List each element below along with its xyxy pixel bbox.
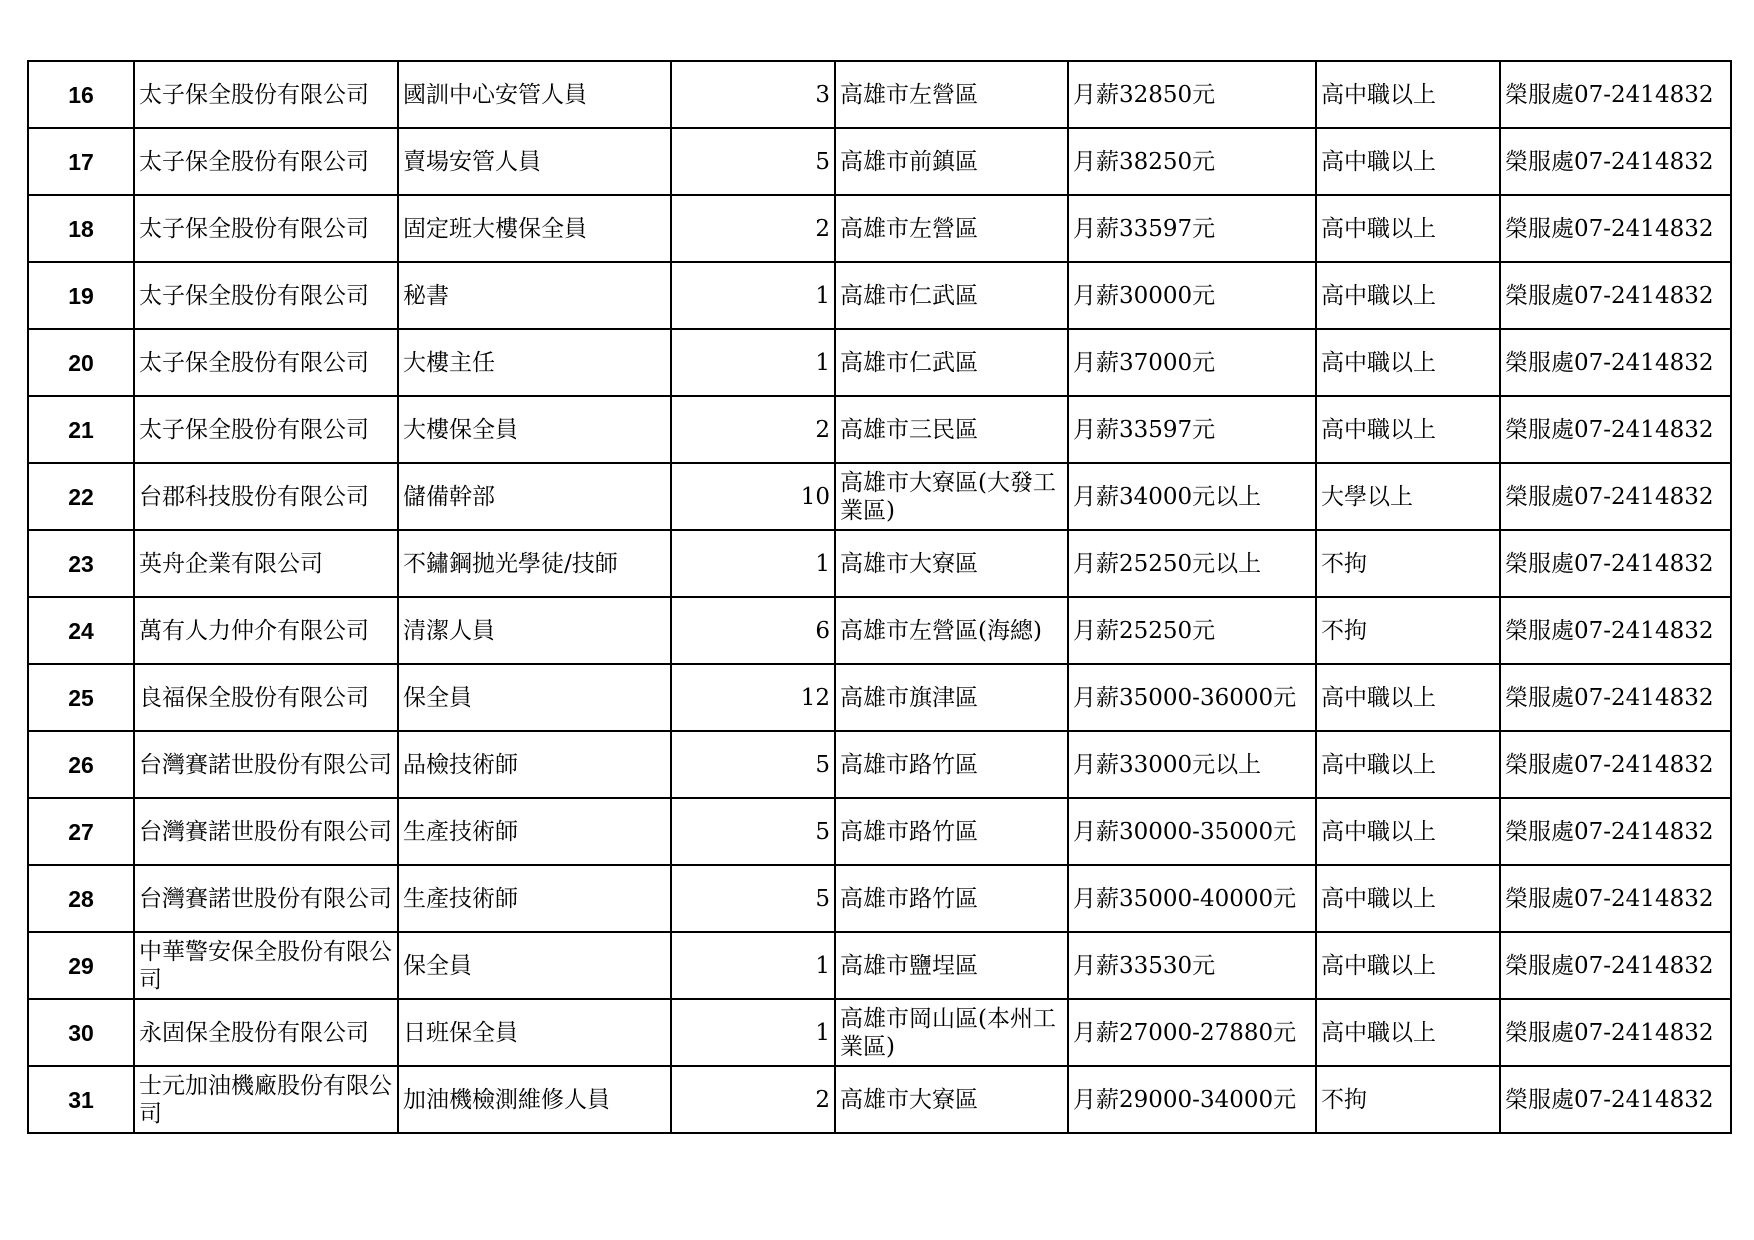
table-row [28, 1066, 1731, 1133]
headcount-cell: 1 [671, 999, 835, 1066]
contact-cell: 榮服處07-2414832 [1500, 530, 1731, 597]
table-row [28, 932, 1731, 999]
salary-cell: 月薪33000元以上 [1068, 731, 1316, 798]
row-number-cell: 25 [28, 664, 134, 731]
location-cell: 高雄市路竹區 [835, 798, 1068, 865]
company-cell: 士元加油機廠股份有限公司 [134, 1066, 398, 1133]
table-row [28, 463, 1731, 530]
salary-cell: 月薪27000-27880元 [1068, 999, 1316, 1066]
position-cell: 日班保全員 [398, 999, 671, 1066]
table-row [28, 597, 1731, 664]
position-cell: 固定班大樓保全員 [398, 195, 671, 262]
contact-cell: 榮服處07-2414832 [1500, 463, 1731, 530]
row-number-cell: 17 [28, 128, 134, 195]
position-cell: 儲備幹部 [398, 463, 671, 530]
row-number-cell: 22 [28, 463, 134, 530]
salary-cell: 月薪37000元 [1068, 329, 1316, 396]
row-number-cell: 21 [28, 396, 134, 463]
education-cell: 高中職以上 [1316, 731, 1500, 798]
education-cell: 高中職以上 [1316, 329, 1500, 396]
salary-cell: 月薪35000-36000元 [1068, 664, 1316, 731]
salary-cell: 月薪33597元 [1068, 396, 1316, 463]
contact-cell: 榮服處07-2414832 [1500, 195, 1731, 262]
headcount-cell: 1 [671, 329, 835, 396]
company-cell: 中華警安保全股份有限公司 [134, 932, 398, 999]
education-cell: 不拘 [1316, 597, 1500, 664]
headcount-cell: 1 [671, 262, 835, 329]
table-row [28, 195, 1731, 262]
headcount-cell: 5 [671, 731, 835, 798]
salary-cell: 月薪35000-40000元 [1068, 865, 1316, 932]
salary-cell: 月薪34000元以上 [1068, 463, 1316, 530]
table-row [28, 664, 1731, 731]
education-cell: 高中職以上 [1316, 128, 1500, 195]
position-cell: 保全員 [398, 932, 671, 999]
education-cell: 高中職以上 [1316, 664, 1500, 731]
contact-cell: 榮服處07-2414832 [1500, 597, 1731, 664]
education-cell: 高中職以上 [1316, 999, 1500, 1066]
education-cell: 高中職以上 [1316, 865, 1500, 932]
row-number-cell: 19 [28, 262, 134, 329]
row-number-cell: 28 [28, 865, 134, 932]
contact-cell: 榮服處07-2414832 [1500, 798, 1731, 865]
salary-cell: 月薪33597元 [1068, 195, 1316, 262]
location-cell: 高雄市岡山區(本州工業區) [835, 999, 1068, 1066]
location-cell: 高雄市左營區(海總) [835, 597, 1068, 664]
company-cell: 太子保全股份有限公司 [134, 262, 398, 329]
position-cell: 生產技術師 [398, 865, 671, 932]
education-cell: 高中職以上 [1316, 262, 1500, 329]
contact-cell: 榮服處07-2414832 [1500, 262, 1731, 329]
row-number-cell: 20 [28, 329, 134, 396]
company-cell: 台灣賽諾世股份有限公司 [134, 731, 398, 798]
headcount-cell: 2 [671, 195, 835, 262]
contact-cell: 榮服處07-2414832 [1500, 999, 1731, 1066]
table-row [28, 61, 1731, 128]
salary-cell: 月薪25250元以上 [1068, 530, 1316, 597]
position-cell: 清潔人員 [398, 597, 671, 664]
salary-cell: 月薪32850元 [1068, 61, 1316, 128]
headcount-cell: 6 [671, 597, 835, 664]
education-cell: 高中職以上 [1316, 396, 1500, 463]
company-cell: 萬有人力仲介有限公司 [134, 597, 398, 664]
table-row [28, 798, 1731, 865]
contact-cell: 榮服處07-2414832 [1500, 664, 1731, 731]
location-cell: 高雄市旗津區 [835, 664, 1068, 731]
position-cell: 品檢技術師 [398, 731, 671, 798]
headcount-cell: 2 [671, 396, 835, 463]
position-cell: 賣場安管人員 [398, 128, 671, 195]
education-cell: 高中職以上 [1316, 798, 1500, 865]
company-cell: 永固保全股份有限公司 [134, 999, 398, 1066]
education-cell: 大學以上 [1316, 463, 1500, 530]
headcount-cell: 5 [671, 128, 835, 195]
headcount-cell: 3 [671, 61, 835, 128]
location-cell: 高雄市左營區 [835, 195, 1068, 262]
table-row [28, 731, 1731, 798]
company-cell: 太子保全股份有限公司 [134, 128, 398, 195]
location-cell: 高雄市大寮區(大發工業區) [835, 463, 1068, 530]
contact-cell: 榮服處07-2414832 [1500, 865, 1731, 932]
headcount-cell: 5 [671, 865, 835, 932]
row-number-cell: 27 [28, 798, 134, 865]
salary-cell: 月薪30000元 [1068, 262, 1316, 329]
company-cell: 太子保全股份有限公司 [134, 195, 398, 262]
row-number-cell: 24 [28, 597, 134, 664]
contact-cell: 榮服處07-2414832 [1500, 329, 1731, 396]
row-number-cell: 26 [28, 731, 134, 798]
position-cell: 生產技術師 [398, 798, 671, 865]
location-cell: 高雄市大寮區 [835, 1066, 1068, 1133]
job-rows [28, 61, 1731, 1133]
job-listing-table [27, 60, 1732, 1134]
row-number-cell: 18 [28, 195, 134, 262]
table-row [28, 396, 1731, 463]
position-cell: 秘書 [398, 262, 671, 329]
education-cell: 不拘 [1316, 1066, 1500, 1133]
table-row [28, 865, 1731, 932]
location-cell: 高雄市前鎮區 [835, 128, 1068, 195]
company-cell: 太子保全股份有限公司 [134, 396, 398, 463]
contact-cell: 榮服處07-2414832 [1500, 61, 1731, 128]
salary-cell: 月薪30000-35000元 [1068, 798, 1316, 865]
table-row [28, 999, 1731, 1066]
company-cell: 太子保全股份有限公司 [134, 329, 398, 396]
company-cell: 台郡科技股份有限公司 [134, 463, 398, 530]
location-cell: 高雄市仁武區 [835, 329, 1068, 396]
position-cell: 不鏽鋼拋光學徒/技師 [398, 530, 671, 597]
table-row [28, 329, 1731, 396]
location-cell: 高雄市大寮區 [835, 530, 1068, 597]
company-cell: 英舟企業有限公司 [134, 530, 398, 597]
salary-cell: 月薪25250元 [1068, 597, 1316, 664]
education-cell: 高中職以上 [1316, 61, 1500, 128]
row-number-cell: 23 [28, 530, 134, 597]
salary-cell: 月薪38250元 [1068, 128, 1316, 195]
location-cell: 高雄市三民區 [835, 396, 1068, 463]
headcount-cell: 5 [671, 798, 835, 865]
location-cell: 高雄市左營區 [835, 61, 1068, 128]
company-cell: 台灣賽諾世股份有限公司 [134, 865, 398, 932]
salary-cell: 月薪33530元 [1068, 932, 1316, 999]
position-cell: 保全員 [398, 664, 671, 731]
location-cell: 高雄市路竹區 [835, 865, 1068, 932]
position-cell: 加油機檢測維修人員 [398, 1066, 671, 1133]
education-cell: 不拘 [1316, 530, 1500, 597]
education-cell: 高中職以上 [1316, 932, 1500, 999]
position-cell: 國訓中心安管人員 [398, 61, 671, 128]
headcount-cell: 10 [671, 463, 835, 530]
headcount-cell: 12 [671, 664, 835, 731]
contact-cell: 榮服處07-2414832 [1500, 932, 1731, 999]
table-row [28, 530, 1731, 597]
position-cell: 大樓保全員 [398, 396, 671, 463]
headcount-cell: 1 [671, 932, 835, 999]
salary-cell: 月薪29000-34000元 [1068, 1066, 1316, 1133]
location-cell: 高雄市路竹區 [835, 731, 1068, 798]
company-cell: 台灣賽諾世股份有限公司 [134, 798, 398, 865]
location-cell: 高雄市仁武區 [835, 262, 1068, 329]
contact-cell: 榮服處07-2414832 [1500, 731, 1731, 798]
education-cell: 高中職以上 [1316, 195, 1500, 262]
row-number-cell: 29 [28, 932, 134, 999]
row-number-cell: 30 [28, 999, 134, 1066]
table-row [28, 262, 1731, 329]
company-cell: 良福保全股份有限公司 [134, 664, 398, 731]
position-cell: 大樓主任 [398, 329, 671, 396]
contact-cell: 榮服處07-2414832 [1500, 396, 1731, 463]
location-cell: 高雄市鹽埕區 [835, 932, 1068, 999]
company-cell: 太子保全股份有限公司 [134, 61, 398, 128]
headcount-cell: 1 [671, 530, 835, 597]
headcount-cell: 2 [671, 1066, 835, 1133]
contact-cell: 榮服處07-2414832 [1500, 128, 1731, 195]
row-number-cell: 16 [28, 61, 134, 128]
row-number-cell: 31 [28, 1066, 134, 1133]
table-row [28, 128, 1731, 195]
contact-cell: 榮服處07-2414832 [1500, 1066, 1731, 1133]
